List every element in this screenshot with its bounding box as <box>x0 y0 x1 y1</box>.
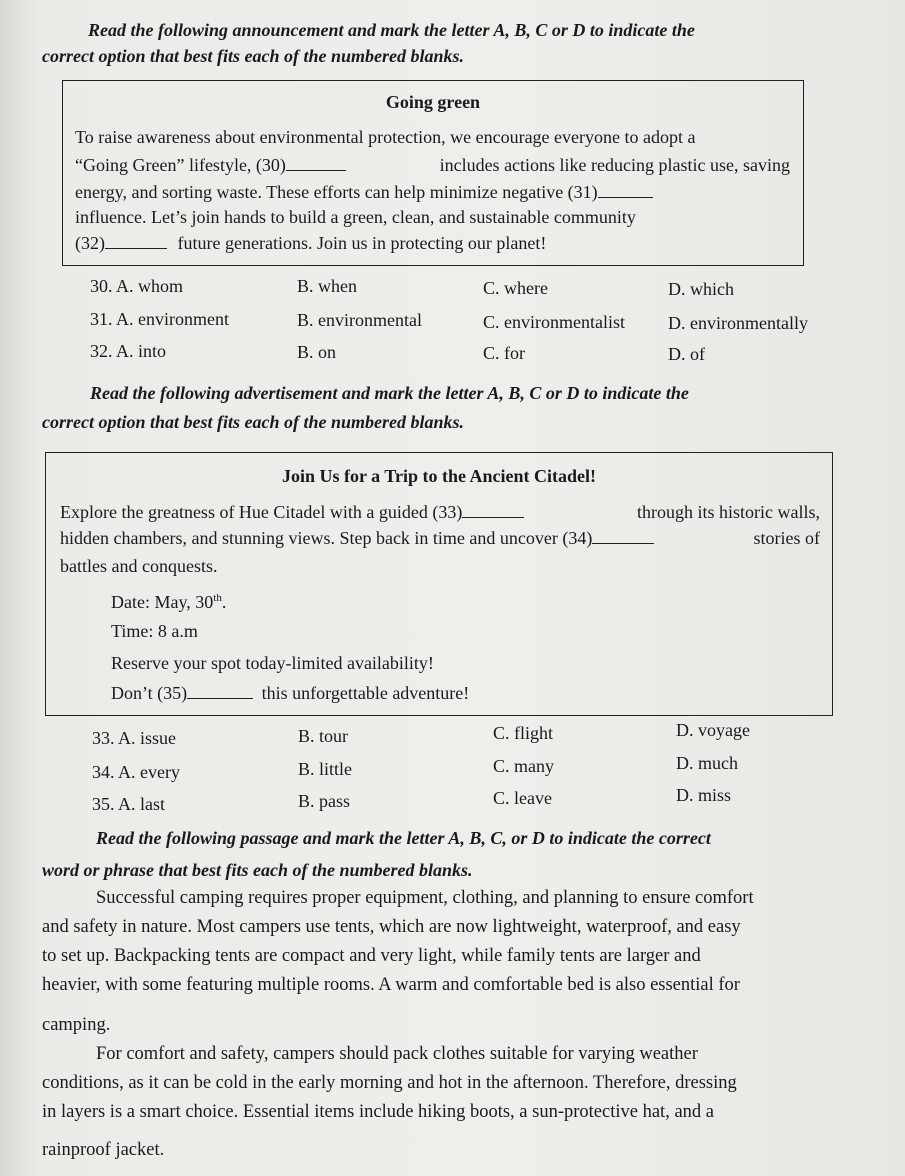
advertisement-line-2: hidden chambers, and stunning views. Step back in time and uncover (34) stories of <box>60 528 820 548</box>
q32-option-d[interactable]: D. of <box>668 344 705 364</box>
q34-number: 34. A. every <box>92 762 180 782</box>
q32-option-c[interactable]: C. for <box>483 343 525 363</box>
announcement-line-1: To raise awareness about environmental protection, we encourage everyone to adopt a <box>75 127 696 147</box>
q30-option-b[interactable]: B. when <box>297 276 357 296</box>
q35-option-b[interactable]: B. pass <box>298 791 351 811</box>
advertisement-title: Join Us for a Trip to the Ancient Citadel! <box>282 466 596 486</box>
q34-option-a[interactable]: A. every <box>118 762 180 782</box>
q31-option-a[interactable]: A. environment <box>116 309 229 329</box>
section1-instruction-line1: Read the following announcement and mark the letter A, B, C or D to indicate the <box>88 20 695 40</box>
q30-option-a[interactable]: A. whom <box>116 276 184 296</box>
reserve-text: Reserve your spot today-limited availability! <box>111 653 434 673</box>
q35-option-a[interactable]: A. last <box>118 794 166 814</box>
blank-34[interactable] <box>592 529 654 544</box>
q30-number: 30. A. whom <box>90 276 184 296</box>
advertisement-box <box>45 452 833 716</box>
q34-option-b[interactable]: B. little <box>298 759 352 779</box>
passage-line-2: and safety in nature. Most campers use tents, which are now lightweight, waterproof, and easy <box>42 917 741 937</box>
advertisement-line-1: Explore the greatness of Hue Citadel with a guided (33) through its historic walls, <box>60 502 820 522</box>
section2-instruction-line2: correct option that best fits each of the numbered blanks. <box>42 412 465 432</box>
announcement-line-2: “Going Green” lifestyle, (30) includes actions like reducing plastic use, saving <box>75 155 790 175</box>
q34-option-c[interactable]: C. many <box>493 756 554 776</box>
announcement-line-4: influence. Let’s join hands to build a green, clean, and sustainable community <box>75 207 636 227</box>
q33-option-b[interactable]: B. tour <box>298 726 349 746</box>
passage-line-4: heavier, with some featuring multiple rooms. A warm and comfortable bed is also essential for <box>42 975 740 995</box>
announcement-line-3: energy, and sorting waste. These efforts can help minimize negative (31) <box>75 181 790 203</box>
blank-30[interactable] <box>286 156 346 171</box>
q31-option-d[interactable]: D. environmentally <box>668 313 808 333</box>
q35-number: 35. A. last <box>92 794 166 814</box>
passage-line-8: in layers is a smart choice. Essential items include hiking boots, a sun-protective hat, and a <box>42 1102 714 1122</box>
passage-line-5: camping. <box>42 1015 111 1035</box>
q30-option-d[interactable]: D. which <box>668 279 734 299</box>
section3-instruction-line1: Read the following passage and mark the letter A, B, C, or D to indicate the correct <box>96 828 711 848</box>
blank-32[interactable] <box>105 234 167 249</box>
q33-option-d[interactable]: D. voyage <box>676 720 750 740</box>
q33-number: 33. A. issue <box>92 728 177 748</box>
passage-line-6: For comfort and safety, campers should pack clothes suitable for varying weather <box>96 1044 698 1064</box>
announcement-box <box>62 80 804 266</box>
section2-instruction-line1: Read the following advertisement and mark the letter A, B, C or D to indicate the <box>90 383 689 403</box>
q35-option-c[interactable]: C. leave <box>493 788 552 808</box>
q30-option-c[interactable]: C. where <box>483 278 548 298</box>
blank-35[interactable] <box>187 684 253 699</box>
q31-option-c[interactable]: C. environmentalist <box>483 312 625 332</box>
announcement-line-5: (32) future generations. Join us in protecting our planet! <box>75 233 547 253</box>
passage-line-3: to set up. Backpacking tents are compact and very light, while family tents are larger and <box>42 946 701 966</box>
advertisement-line-dont: Don’t (35) this unforgettable adventure! <box>111 683 470 703</box>
blank-31[interactable] <box>598 183 653 198</box>
q32-number: 32. A. into <box>90 341 167 361</box>
q31-option-b[interactable]: B. environmental <box>297 310 422 330</box>
q31-number: 31. A. environment <box>90 309 229 329</box>
trip-time: Time: 8 a.m <box>111 621 198 641</box>
trip-date: Date: May, 30th. <box>111 592 227 612</box>
q33-option-c[interactable]: C. flight <box>493 723 554 743</box>
passage-line-7: conditions, as it can be cold in the early morning and hot in the afternoon. Therefore, dressing <box>42 1073 737 1093</box>
q32-option-b[interactable]: B. on <box>297 342 337 362</box>
passage-line-1: Successful camping requires proper equipment, clothing, and planning to ensure comfort <box>96 888 754 908</box>
q32-option-a[interactable]: A. into <box>116 341 167 361</box>
advertisement-line-3: battles and conquests. <box>60 556 218 576</box>
q35-option-d[interactable]: D. miss <box>676 785 732 805</box>
q33-option-a[interactable]: A. issue <box>118 728 177 748</box>
passage-line-9: rainproof jacket. <box>42 1140 165 1160</box>
q34-option-d[interactable]: D. much <box>676 753 738 773</box>
blank-33[interactable] <box>462 503 524 518</box>
section3-instruction-line2: word or phrase that best fits each of the numbered blanks. <box>42 860 473 880</box>
section1-instruction-line2: correct option that best fits each of the numbered blanks. <box>42 46 465 66</box>
announcement-title: Going green <box>385 92 481 112</box>
